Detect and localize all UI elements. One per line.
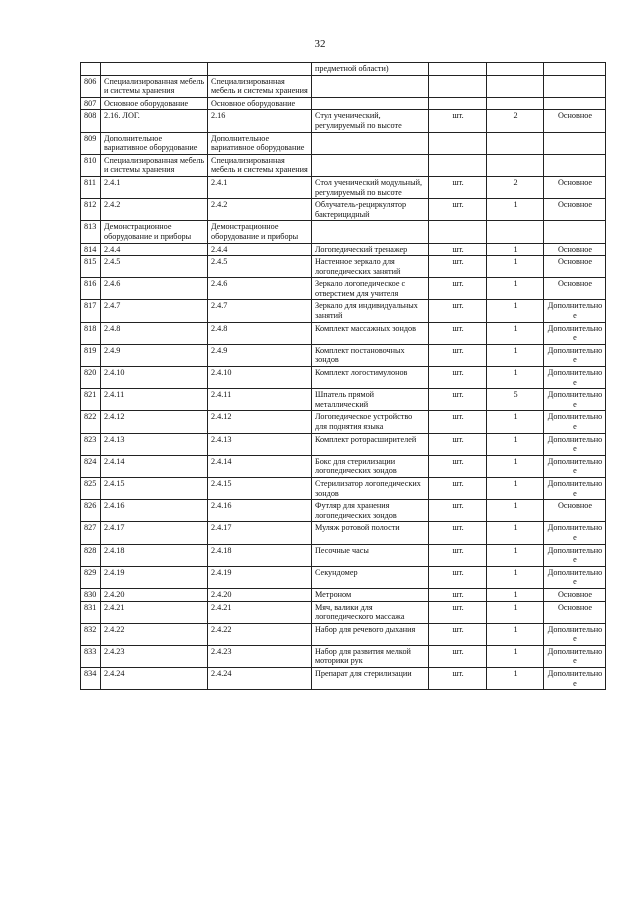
quantity-cell: 1 — [487, 623, 544, 645]
quantity-cell — [487, 132, 544, 154]
item-code-cell: 2.4.2 — [208, 199, 312, 221]
item-code-cell: 2.4.16 — [208, 500, 312, 522]
unit-cell — [429, 63, 487, 76]
item-code-cell: 2.4.4 — [208, 243, 312, 256]
quantity-cell: 2 — [487, 176, 544, 198]
item-name-cell: Комплект логостимулонов — [312, 367, 429, 389]
item-name-cell: Муляж ротовой полости — [312, 522, 429, 544]
table-row — [81, 433, 606, 455]
table-row — [81, 544, 606, 566]
table-row — [81, 344, 606, 366]
section-code-cell: 2.4.1 — [101, 176, 208, 198]
item-name-cell: Набор для речевого дыхания — [312, 623, 429, 645]
unit-cell: шт. — [429, 278, 487, 300]
quantity-cell — [487, 221, 544, 243]
section-code-cell: Демонстрационное оборудование и приборы — [101, 221, 208, 243]
equipment-type-cell — [544, 63, 606, 76]
item-code-cell: 2.4.21 — [208, 601, 312, 623]
table-row — [81, 243, 606, 256]
section-code-cell: 2.4.2 — [101, 199, 208, 221]
unit-cell: шт. — [429, 176, 487, 198]
item-code-cell: 2.4.20 — [208, 588, 312, 601]
item-code-cell: 2.4.22 — [208, 623, 312, 645]
section-code-cell: 2.4.14 — [101, 455, 208, 477]
item-code-cell: 2.4.1 — [208, 176, 312, 198]
row-number-cell: 809 — [81, 132, 101, 154]
quantity-cell: 1 — [487, 601, 544, 623]
section-code-cell: 2.4.11 — [101, 389, 208, 411]
quantity-cell: 2 — [487, 110, 544, 132]
item-name-cell: Препарат для стерилизации — [312, 668, 429, 690]
quantity-cell: 1 — [487, 243, 544, 256]
unit-cell: шт. — [429, 110, 487, 132]
equipment-type-cell: Дополнительное — [544, 300, 606, 322]
item-code-cell: 2.4.13 — [208, 433, 312, 455]
table-row — [81, 300, 606, 322]
item-code-cell: 2.16 — [208, 110, 312, 132]
item-name-cell — [312, 154, 429, 176]
equipment-type-cell: Основное — [544, 256, 606, 278]
equipment-type-cell: Основное — [544, 601, 606, 623]
quantity-cell: 1 — [487, 278, 544, 300]
item-code-cell: 2.4.7 — [208, 300, 312, 322]
row-number-cell: 811 — [81, 176, 101, 198]
table-row — [81, 110, 606, 132]
row-number-cell: 817 — [81, 300, 101, 322]
table-row — [81, 256, 606, 278]
table-row — [81, 221, 606, 243]
equipment-type-cell: Основное — [544, 278, 606, 300]
row-number-cell: 832 — [81, 623, 101, 645]
equipment-type-cell — [544, 154, 606, 176]
unit-cell: шт. — [429, 601, 487, 623]
table-row — [81, 367, 606, 389]
row-number-cell: 823 — [81, 433, 101, 455]
item-code-cell: 2.4.17 — [208, 522, 312, 544]
equipment-type-cell: Дополнительное — [544, 477, 606, 499]
section-code-cell: 2.4.21 — [101, 601, 208, 623]
quantity-cell: 1 — [487, 668, 544, 690]
section-code-cell: 2.4.18 — [101, 544, 208, 566]
unit-cell: шт. — [429, 322, 487, 344]
equipment-type-cell: Дополнительное — [544, 344, 606, 366]
table-row — [81, 522, 606, 544]
item-code-cell: 2.4.9 — [208, 344, 312, 366]
quantity-cell — [487, 63, 544, 76]
unit-cell: шт. — [429, 243, 487, 256]
equipment-type-cell: Дополнительное — [544, 389, 606, 411]
quantity-cell: 1 — [487, 500, 544, 522]
row-number-cell: 822 — [81, 411, 101, 433]
row-number-cell: 829 — [81, 566, 101, 588]
table-row — [81, 623, 606, 645]
row-number-cell: 830 — [81, 588, 101, 601]
section-code-cell: 2.4.6 — [101, 278, 208, 300]
unit-cell: шт. — [429, 668, 487, 690]
quantity-cell: 1 — [487, 522, 544, 544]
unit-cell: шт. — [429, 389, 487, 411]
table-row — [81, 154, 606, 176]
equipment-type-cell: Основное — [544, 199, 606, 221]
item-name-cell: Комплект массажных зондов — [312, 322, 429, 344]
unit-cell: шт. — [429, 566, 487, 588]
quantity-cell: 1 — [487, 344, 544, 366]
unit-cell: шт. — [429, 588, 487, 601]
row-number-cell: 810 — [81, 154, 101, 176]
section-code-cell: 2.4.15 — [101, 477, 208, 499]
equipment-type-cell: Дополнительное — [544, 645, 606, 667]
item-name-cell — [312, 221, 429, 243]
equipment-type-cell: Дополнительное — [544, 411, 606, 433]
section-code-cell: 2.4.23 — [101, 645, 208, 667]
item-name-cell: Песочные часы — [312, 544, 429, 566]
item-code-cell: 2.4.14 — [208, 455, 312, 477]
unit-cell: шт. — [429, 300, 487, 322]
item-name-cell: Шпатель прямой металлический — [312, 389, 429, 411]
quantity-cell — [487, 75, 544, 97]
row-number-cell: 813 — [81, 221, 101, 243]
section-code-cell: Основное оборудование — [101, 97, 208, 110]
section-code-cell: 2.4.19 — [101, 566, 208, 588]
table-row — [81, 411, 606, 433]
unit-cell: шт. — [429, 199, 487, 221]
equipment-type-cell: Основное — [544, 588, 606, 601]
equipment-type-cell: Основное — [544, 243, 606, 256]
item-name-cell: Зеркало для индивидуальных занятий — [312, 300, 429, 322]
section-code-cell: 2.4.8 — [101, 322, 208, 344]
unit-cell: шт. — [429, 522, 487, 544]
quantity-cell: 1 — [487, 300, 544, 322]
row-number-cell: 833 — [81, 645, 101, 667]
item-code-cell: Специализированная мебель и системы хранения — [208, 75, 312, 97]
row-number-cell: 834 — [81, 668, 101, 690]
item-name-cell: Стул ученический, регулируемый по высоте — [312, 110, 429, 132]
item-name-cell: Секундомер — [312, 566, 429, 588]
section-code-cell: 2.4.16 — [101, 500, 208, 522]
section-code-cell: 2.4.17 — [101, 522, 208, 544]
unit-cell: шт. — [429, 477, 487, 499]
section-code-cell: 2.4.22 — [101, 623, 208, 645]
unit-cell: шт. — [429, 433, 487, 455]
row-number-cell: 820 — [81, 367, 101, 389]
item-code-cell: 2.4.8 — [208, 322, 312, 344]
table-row — [81, 199, 606, 221]
section-code-cell: 2.4.10 — [101, 367, 208, 389]
unit-cell — [429, 221, 487, 243]
table-row — [81, 132, 606, 154]
quantity-cell: 1 — [487, 477, 544, 499]
equipment-type-cell — [544, 132, 606, 154]
quantity-cell: 1 — [487, 455, 544, 477]
table-row — [81, 668, 606, 690]
table-row — [81, 645, 606, 667]
item-name-cell: Зеркало логопедическое с отверстием для учителя — [312, 278, 429, 300]
equipment-type-cell — [544, 97, 606, 110]
quantity-cell: 1 — [487, 322, 544, 344]
item-code-cell — [208, 63, 312, 76]
quantity-cell — [487, 97, 544, 110]
table-row — [81, 389, 606, 411]
item-name-cell: Стерилизатор логопедических зондов — [312, 477, 429, 499]
equipment-type-cell: Дополнительное — [544, 566, 606, 588]
item-name-cell: Комплект постановочных зондов — [312, 344, 429, 366]
unit-cell — [429, 132, 487, 154]
row-number-cell: 816 — [81, 278, 101, 300]
row-number-cell — [81, 63, 101, 76]
row-number-cell: 815 — [81, 256, 101, 278]
table-row — [81, 566, 606, 588]
equipment-type-cell: Основное — [544, 500, 606, 522]
unit-cell: шт. — [429, 500, 487, 522]
section-code-cell: 2.4.4 — [101, 243, 208, 256]
item-name-cell: Комплект роторасширителей — [312, 433, 429, 455]
unit-cell — [429, 75, 487, 97]
unit-cell: шт. — [429, 344, 487, 366]
item-name-cell — [312, 97, 429, 110]
item-code-cell: 2.4.5 — [208, 256, 312, 278]
table-row — [81, 176, 606, 198]
row-number-cell: 808 — [81, 110, 101, 132]
section-code-cell: 2.4.5 — [101, 256, 208, 278]
section-code-cell: Специализированная мебель и системы хранения — [101, 154, 208, 176]
section-code-cell: 2.4.9 — [101, 344, 208, 366]
table-row — [81, 63, 606, 76]
unit-cell: шт. — [429, 256, 487, 278]
row-number-cell: 828 — [81, 544, 101, 566]
unit-cell: шт. — [429, 411, 487, 433]
item-name-cell: Логопедический тренажер — [312, 243, 429, 256]
item-name-cell: предметной области) — [312, 63, 429, 76]
item-name-cell — [312, 75, 429, 97]
item-name-cell: Футляр для хранения логопедических зондов — [312, 500, 429, 522]
row-number-cell: 825 — [81, 477, 101, 499]
equipment-type-cell: Дополнительное — [544, 322, 606, 344]
item-code-cell: Демонстрационное оборудование и приборы — [208, 221, 312, 243]
unit-cell: шт. — [429, 455, 487, 477]
quantity-cell: 1 — [487, 256, 544, 278]
quantity-cell: 1 — [487, 588, 544, 601]
item-name-cell: Облучатель-рециркулятор бактерицидный — [312, 199, 429, 221]
section-code-cell: Специализированная мебель и системы хранения — [101, 75, 208, 97]
equipment-type-cell: Дополнительное — [544, 522, 606, 544]
equipment-type-cell: Основное — [544, 110, 606, 132]
item-code-cell: 2.4.10 — [208, 367, 312, 389]
quantity-cell: 5 — [487, 389, 544, 411]
item-name-cell: Стол ученический модульный, регулируемый по высоте — [312, 176, 429, 198]
row-number-cell: 818 — [81, 322, 101, 344]
table-row — [81, 477, 606, 499]
row-number-cell: 831 — [81, 601, 101, 623]
quantity-cell: 1 — [487, 566, 544, 588]
unit-cell — [429, 97, 487, 110]
table-row — [81, 278, 606, 300]
equipment-table — [80, 62, 606, 690]
item-code-cell: 2.4.12 — [208, 411, 312, 433]
quantity-cell: 1 — [487, 411, 544, 433]
item-code-cell: 2.4.6 — [208, 278, 312, 300]
row-number-cell: 807 — [81, 97, 101, 110]
unit-cell: шт. — [429, 645, 487, 667]
row-number-cell: 827 — [81, 522, 101, 544]
item-code-cell: 2.4.18 — [208, 544, 312, 566]
equipment-type-cell: Дополнительное — [544, 623, 606, 645]
unit-cell — [429, 154, 487, 176]
item-code-cell: Основное оборудование — [208, 97, 312, 110]
section-code-cell: 2.16. ЛОГ. — [101, 110, 208, 132]
item-code-cell: 2.4.24 — [208, 668, 312, 690]
table-row — [81, 500, 606, 522]
section-code-cell: 2.4.7 — [101, 300, 208, 322]
item-name-cell: Настенное зеркало для логопедических занятий — [312, 256, 429, 278]
item-code-cell: 2.4.11 — [208, 389, 312, 411]
equipment-type-cell: Дополнительное — [544, 455, 606, 477]
equipment-type-cell: Дополнительное — [544, 544, 606, 566]
row-number-cell: 821 — [81, 389, 101, 411]
item-name-cell: Бокс для стерилизации логопедических зондов — [312, 455, 429, 477]
unit-cell: шт. — [429, 544, 487, 566]
table-row — [81, 601, 606, 623]
item-code-cell: 2.4.23 — [208, 645, 312, 667]
table-row — [81, 455, 606, 477]
equipment-type-cell — [544, 221, 606, 243]
quantity-cell: 1 — [487, 199, 544, 221]
equipment-type-cell: Дополнительное — [544, 668, 606, 690]
item-name-cell: Логопедическое устройство для поднятия языка — [312, 411, 429, 433]
section-code-cell: 2.4.12 — [101, 411, 208, 433]
row-number-cell: 826 — [81, 500, 101, 522]
item-name-cell: Набор для развития мелкой моторики рук — [312, 645, 429, 667]
row-number-cell: 812 — [81, 199, 101, 221]
item-name-cell — [312, 132, 429, 154]
table-row — [81, 75, 606, 97]
table-row — [81, 97, 606, 110]
section-code-cell: 2.4.20 — [101, 588, 208, 601]
row-number-cell: 824 — [81, 455, 101, 477]
quantity-cell: 1 — [487, 433, 544, 455]
quantity-cell: 1 — [487, 645, 544, 667]
item-name-cell: Мяч, валики для логопедического массажа — [312, 601, 429, 623]
item-code-cell: 2.4.19 — [208, 566, 312, 588]
item-name-cell: Метроном — [312, 588, 429, 601]
table-row — [81, 322, 606, 344]
section-code-cell: 2.4.24 — [101, 668, 208, 690]
section-code-cell: 2.4.13 — [101, 433, 208, 455]
row-number-cell: 814 — [81, 243, 101, 256]
quantity-cell: 1 — [487, 544, 544, 566]
unit-cell: шт. — [429, 623, 487, 645]
equipment-type-cell: Основное — [544, 176, 606, 198]
section-code-cell — [101, 63, 208, 76]
item-code-cell: Дополнительное вариативное оборудование — [208, 132, 312, 154]
row-number-cell: 819 — [81, 344, 101, 366]
row-number-cell: 806 — [81, 75, 101, 97]
page-number: 32 — [314, 38, 326, 50]
section-code-cell: Дополнительное вариативное оборудование — [101, 132, 208, 154]
equipment-type-cell: Дополнительное — [544, 433, 606, 455]
equipment-type-cell: Дополнительное — [544, 367, 606, 389]
unit-cell: шт. — [429, 367, 487, 389]
equipment-type-cell — [544, 75, 606, 97]
item-code-cell: Специализированная мебель и системы хранения — [208, 154, 312, 176]
quantity-cell: 1 — [487, 367, 544, 389]
item-code-cell: 2.4.15 — [208, 477, 312, 499]
table-row — [81, 588, 606, 601]
quantity-cell — [487, 154, 544, 176]
